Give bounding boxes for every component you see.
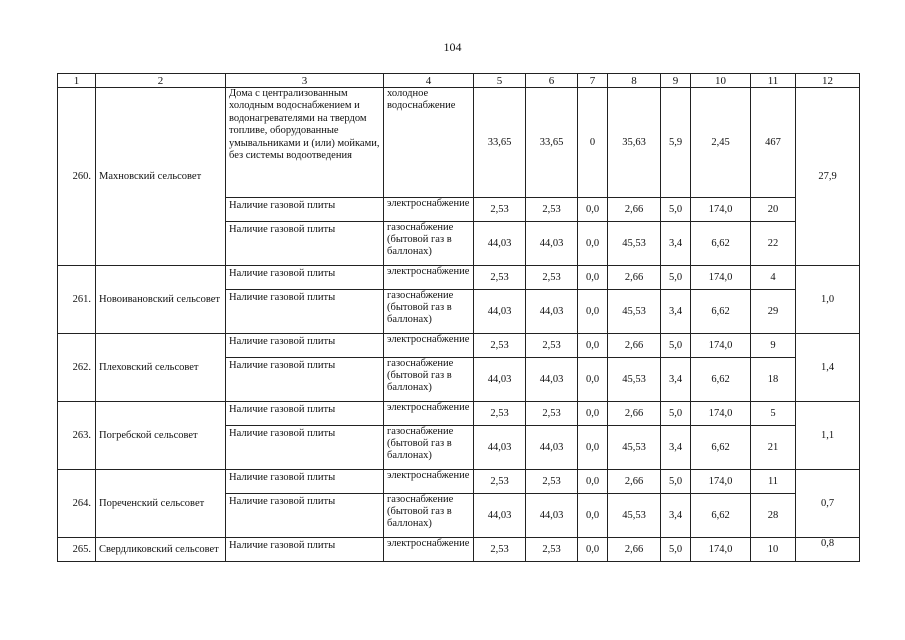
value-cell: 2,53 xyxy=(526,402,578,426)
row-number: 261. xyxy=(58,266,96,334)
value-cell: 3,4 xyxy=(661,222,691,266)
value-cell: 174,0 xyxy=(691,538,751,562)
value-cell: 2,53 xyxy=(526,538,578,562)
coefficient-cell: 0,7 xyxy=(796,470,860,538)
value-cell: 0,0 xyxy=(578,266,608,290)
housing-description: Наличие газовой плиты xyxy=(226,358,384,402)
coefficient-cell: 27,9 xyxy=(796,88,860,266)
header-row xyxy=(58,74,860,88)
value-cell: 3,4 xyxy=(661,358,691,402)
row-number: 263. xyxy=(58,402,96,470)
table-row xyxy=(58,266,860,290)
value-cell: 6,62 xyxy=(691,222,751,266)
header-cell: 3 xyxy=(226,74,384,88)
value-cell: 174,0 xyxy=(691,198,751,222)
value-cell: 44,03 xyxy=(526,494,578,538)
value-cell: 45,53 xyxy=(608,426,661,470)
utility-service: электроснабжение xyxy=(384,266,474,290)
table-row xyxy=(58,88,860,198)
value-cell: 21 xyxy=(751,426,796,470)
settlement-name: Свердликовский сельсовет xyxy=(96,538,226,562)
housing-description: Наличие газовой плиты xyxy=(226,538,384,562)
settlement-name: Пореченский сельсовет xyxy=(96,470,226,538)
value-cell: 0,0 xyxy=(578,470,608,494)
table-row xyxy=(58,538,860,562)
value-cell: 2,45 xyxy=(691,88,751,198)
housing-description: Наличие газовой плиты xyxy=(226,198,384,222)
utility-service: газоснабжение (бытовой газ в баллонах) xyxy=(384,426,474,470)
value-cell: 3,4 xyxy=(661,494,691,538)
header-cell: 8 xyxy=(608,74,661,88)
housing-description: Наличие газовой плиты xyxy=(226,266,384,290)
settlement-name: Махновский сельсовет xyxy=(96,88,226,266)
value-cell: 44,03 xyxy=(474,222,526,266)
header-cell: 9 xyxy=(661,74,691,88)
value-cell: 44,03 xyxy=(526,290,578,334)
value-cell: 44,03 xyxy=(526,222,578,266)
value-cell: 5,0 xyxy=(661,470,691,494)
header-cell: 11 xyxy=(751,74,796,88)
value-cell: 6,62 xyxy=(691,426,751,470)
value-cell: 33,65 xyxy=(474,88,526,198)
value-cell: 45,53 xyxy=(608,222,661,266)
value-cell: 5 xyxy=(751,402,796,426)
header-cell: 2 xyxy=(96,74,226,88)
housing-description: Наличие газовой плиты xyxy=(226,426,384,470)
tariff-table xyxy=(57,73,860,562)
header-cell: 12 xyxy=(796,74,860,88)
value-cell: 11 xyxy=(751,470,796,494)
value-cell: 2,53 xyxy=(474,334,526,358)
value-cell: 35,63 xyxy=(608,88,661,198)
value-cell: 0 xyxy=(578,88,608,198)
value-cell: 2,53 xyxy=(526,470,578,494)
utility-service: электроснабжение xyxy=(384,334,474,358)
value-cell: 45,53 xyxy=(608,290,661,334)
header-cell: 10 xyxy=(691,74,751,88)
coefficient-cell: 1,4 xyxy=(796,334,860,402)
value-cell: 9 xyxy=(751,334,796,358)
value-cell: 2,53 xyxy=(474,198,526,222)
value-cell: 44,03 xyxy=(526,426,578,470)
utility-service: газоснабжение (бытовой газ в баллонах) xyxy=(384,494,474,538)
coefficient-cell: 1,0 xyxy=(796,266,860,334)
value-cell: 3,4 xyxy=(661,290,691,334)
utility-service: электроснабжение xyxy=(384,198,474,222)
value-cell: 2,66 xyxy=(608,266,661,290)
value-cell: 5,0 xyxy=(661,334,691,358)
value-cell: 6,62 xyxy=(691,494,751,538)
value-cell: 2,66 xyxy=(608,334,661,358)
utility-service: электроснабжение xyxy=(384,402,474,426)
value-cell: 0,0 xyxy=(578,538,608,562)
value-cell: 0,0 xyxy=(578,402,608,426)
value-cell: 0,0 xyxy=(578,222,608,266)
value-cell: 5,0 xyxy=(661,266,691,290)
value-cell: 0,0 xyxy=(578,426,608,470)
value-cell: 2,66 xyxy=(608,198,661,222)
header-cell: 5 xyxy=(474,74,526,88)
value-cell: 2,53 xyxy=(526,198,578,222)
row-number: 264. xyxy=(58,470,96,538)
header-cell: 7 xyxy=(578,74,608,88)
value-cell: 6,62 xyxy=(691,290,751,334)
value-cell: 5,0 xyxy=(661,538,691,562)
utility-service: газоснабжение (бытовой газ в баллонах) xyxy=(384,222,474,266)
settlement-name: Новоивановский сельсовет xyxy=(96,266,226,334)
housing-description: Наличие газовой плиты xyxy=(226,402,384,426)
value-cell: 174,0 xyxy=(691,266,751,290)
utility-service: электроснабжение xyxy=(384,538,474,562)
value-cell: 10 xyxy=(751,538,796,562)
housing-description: Наличие газовой плиты xyxy=(226,290,384,334)
value-cell: 5,9 xyxy=(661,88,691,198)
utility-service: электроснабжение xyxy=(384,470,474,494)
value-cell: 2,66 xyxy=(608,470,661,494)
coefficient-cell: 1,1 xyxy=(796,402,860,470)
value-cell: 174,0 xyxy=(691,334,751,358)
coefficient-cell: 0,8 xyxy=(796,538,860,562)
value-cell: 44,03 xyxy=(474,494,526,538)
value-cell: 18 xyxy=(751,358,796,402)
value-cell: 33,65 xyxy=(526,88,578,198)
value-cell: 467 xyxy=(751,88,796,198)
value-cell: 0,0 xyxy=(578,198,608,222)
value-cell: 2,53 xyxy=(474,538,526,562)
utility-service: газоснабжение (бытовой газ в баллонах) xyxy=(384,290,474,334)
settlement-name: Погребской сельсовет xyxy=(96,402,226,470)
header-cell: 4 xyxy=(384,74,474,88)
table-row xyxy=(58,402,860,426)
value-cell: 2,53 xyxy=(526,334,578,358)
table-row xyxy=(58,334,860,358)
value-cell: 44,03 xyxy=(474,358,526,402)
value-cell: 45,53 xyxy=(608,358,661,402)
value-cell: 2,53 xyxy=(474,266,526,290)
value-cell: 5,0 xyxy=(661,198,691,222)
header-cell: 6 xyxy=(526,74,578,88)
page-number: 104 xyxy=(443,40,462,54)
value-cell: 0,0 xyxy=(578,334,608,358)
value-cell: 5,0 xyxy=(661,402,691,426)
value-cell: 2,66 xyxy=(608,538,661,562)
value-cell: 3,4 xyxy=(661,426,691,470)
header-cell: 1 xyxy=(58,74,96,88)
value-cell: 44,03 xyxy=(474,290,526,334)
value-cell: 45,53 xyxy=(608,494,661,538)
value-cell: 28 xyxy=(751,494,796,538)
value-cell: 174,0 xyxy=(691,470,751,494)
housing-description: Наличие газовой плиты xyxy=(226,334,384,358)
housing-description: Наличие газовой плиты xyxy=(226,222,384,266)
utility-service: газоснабжение (бытовой газ в баллонах) xyxy=(384,358,474,402)
value-cell: 0,0 xyxy=(578,358,608,402)
value-cell: 20 xyxy=(751,198,796,222)
housing-description: Дома с централизованным холодным водоснабжением и водонагревателями на твердом топливе, оборудованные умывальниками и (или) мойками, без системы водоотведения xyxy=(226,88,384,198)
value-cell: 2,66 xyxy=(608,402,661,426)
value-cell: 44,03 xyxy=(474,426,526,470)
value-cell: 2,53 xyxy=(474,470,526,494)
value-cell: 0,0 xyxy=(578,290,608,334)
value-cell: 6,62 xyxy=(691,358,751,402)
row-number: 260. xyxy=(58,88,96,266)
value-cell: 4 xyxy=(751,266,796,290)
housing-description: Наличие газовой плиты xyxy=(226,470,384,494)
value-cell: 44,03 xyxy=(526,358,578,402)
housing-description: Наличие газовой плиты xyxy=(226,494,384,538)
value-cell: 2,53 xyxy=(526,266,578,290)
value-cell: 29 xyxy=(751,290,796,334)
value-cell: 174,0 xyxy=(691,402,751,426)
table-row xyxy=(58,470,860,494)
row-number: 265. xyxy=(58,538,96,562)
settlement-name: Плеховский сельсовет xyxy=(96,334,226,402)
utility-service: холодное водоснабжение xyxy=(384,88,474,198)
row-number: 262. xyxy=(58,334,96,402)
value-cell: 22 xyxy=(751,222,796,266)
value-cell: 0,0 xyxy=(578,494,608,538)
value-cell: 2,53 xyxy=(474,402,526,426)
